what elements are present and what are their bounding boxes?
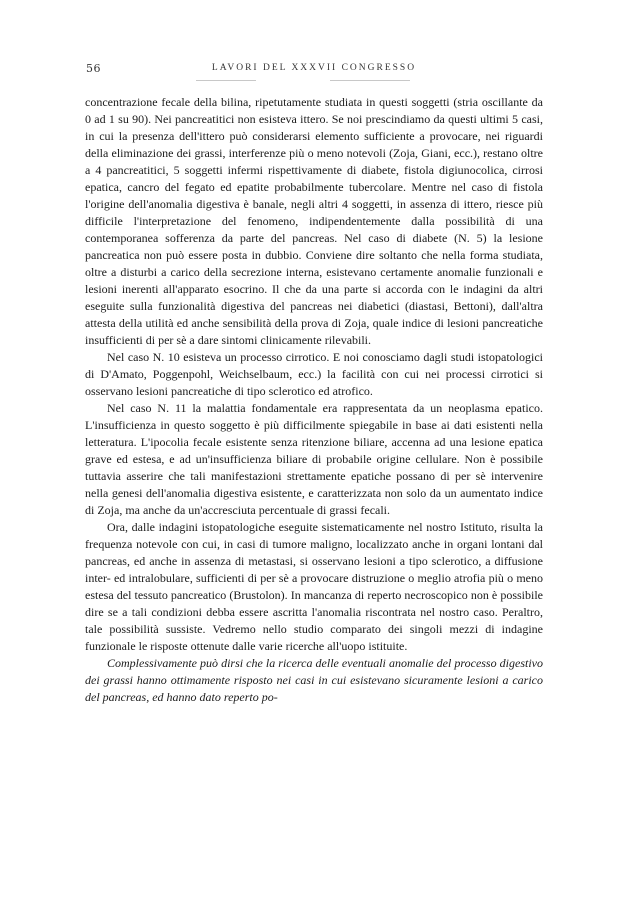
paragraph-5: Complessivamente può dirsi che la ricerca delle eventuali anomalie del processo digestivo dei grassi hanno ottimamente risposto nei casi in cui esistevano sicuramente lesioni a carico del pancreas, ed hanno dato reperto po- — [85, 656, 543, 704]
running-title: LAVORI DEL XXXVII CONGRESSO — [211, 63, 417, 73]
header-rule-right — [330, 80, 410, 81]
paragraph-2: Nel caso N. 10 esisteva un processo cirrotico. E noi conosciamo dagli studi istopatologici di D'Amato, Poggenpohl, Weichselbaum, ecc.) la facilità con cui nei processi cirrotici si osservano lesioni pancreatiche di tipo sclerotico ed atrofico. — [85, 350, 543, 398]
header-rule-left — [196, 80, 256, 81]
paragraph-4: Ora, dalle indagini istopatologiche eseguite sistematicamente nel nostro Istituto, risulta la frequenza notevole con cui, in casi di tumore maligno, localizzato anche in organi lontani dal pancreas, ed anche in assenza di metastasi, si osservano lesioni a tipo sclerotico, a diffusione inter- ed intralobulare, sufficienti di per sè a provocare distruzione o meglio atrofia più o meno estesa del tessuto pancreatico (Brustolon). In mancanza di reperto necroscopico non è possibile dire se a tali condizioni debba essere ascritta l'anomalia riscontrata nel nostro caso. Peraltro, tale possibilità sussiste. Vedremo nello studio comparato dei singoli mezzi di indagine funzionale le risposte ottenute dalle varie ricerche all'uopo istituite. — [85, 520, 543, 653]
paragraph-3: Nel caso N. 11 la malattia fondamentale era rappresentata da un neoplasma epatico. L'insufficienza in questo soggetto è più difficilmente spiegabile in base ai dati esistenti nella letteratura. L'ipocolia fecale esistente senza ritenzione biliare, accenna ad una lesione epatica grave ed estesa, e ad un'insufficienza biliare di probabile origine cellulare. Non è possibile tuttavia asserire che tali manifestazioni strettamente epatiche possano di per sè intervenire nella genesi dell'anomalia digestiva esistente, e caratterizzata non solo da un aumentato indice di Zoja, ma anche da un'accresciuta percentuale di grassi fecali. — [85, 401, 543, 517]
page-body — [85, 94, 543, 706]
page-number: 56 — [86, 62, 101, 75]
paragraph-1: concentrazione fecale della bilina, ripetutamente studiata in questi soggetti (stria oscillante da 0 ad 1 su 90). Nei pancreatitici non esisteva ittero. Se noi prescindiamo da questi ultimi 5 casi, in cui la presenza dell'ittero può considerarsi elemento sufficiente a provocare, nei riguardi della eliminazione dei grassi, interferenze più o meno notevoli (Zoja, Giani, ecc.), restano oltre a 4 pancreatitici, 5 soggetti infermi rispettivamente di diabete, fistola digiunocolica, cirrosi epatica, cancro del fegato ed epatite probabilmente tubercolare. Mentre nel caso di fistola l'origine dell'anomalia digestiva è banale, negli altri 4 soggetti, in assenza di ittero, riesce più difficile l'interpretazione del fenomeno, indipendentemente dalla possibilità di una contemporanea sofferenza da parte del pancreas. Nel caso di diabete (N. 5) la lesione pancreatica non può essere posta in dubbio. Conviene dire soltanto che nella forma studiata, oltre a disturbi a carico della secrezione interna, esistevano certamente anomalie funzionali e lesioni inerenti all'apparato esocrino. Il che da una parte si accorda con le indagini da altri eseguite sulla funzionalità digestiva del pancreas nei diabetici (diastasi, Bettoni), dall'altra attesta della utilità ed anche sensibilità della prova di Zoja, quale indice di lesioni pancreatiche insufficienti di per sè a dare sintomi clinicamente rilevabili. — [85, 95, 543, 347]
